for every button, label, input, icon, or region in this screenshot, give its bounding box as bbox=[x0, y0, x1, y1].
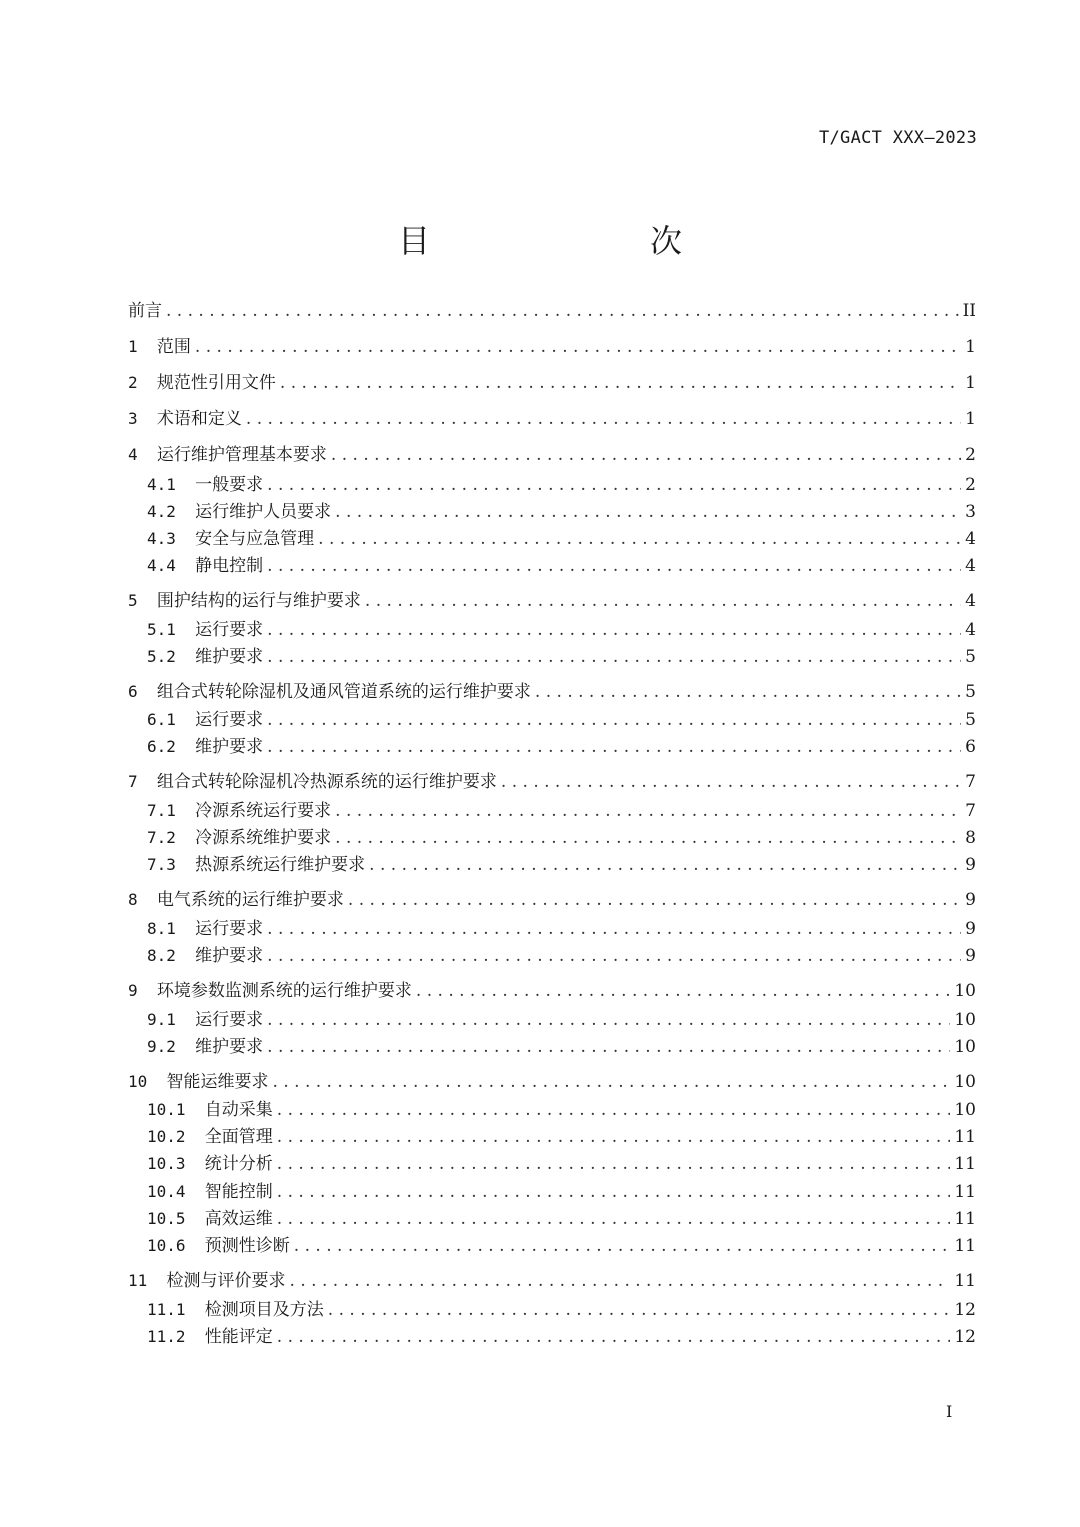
toc-entry-label: 智能控制 bbox=[204, 1182, 273, 1202]
dot-leader bbox=[331, 442, 961, 468]
toc-entry-number: 4.2 bbox=[147, 502, 196, 521]
toc-subentry[interactable] bbox=[147, 1097, 976, 1123]
toc-subentry[interactable] bbox=[147, 1324, 976, 1350]
toc-entry-label: 智能运维要求 bbox=[166, 1072, 269, 1092]
toc-entry-page: 2 bbox=[965, 475, 976, 495]
toc-entry-page: 9 bbox=[965, 946, 976, 966]
toc-entry-page: 2 bbox=[965, 445, 976, 465]
toc-entry-page: 4 bbox=[965, 591, 976, 611]
toc-entry-label: 维护要求 bbox=[195, 1037, 264, 1057]
toc-subentry[interactable] bbox=[147, 499, 976, 525]
toc-entry-label: 运行要求 bbox=[195, 919, 264, 939]
toc-entry-page: 1 bbox=[965, 373, 976, 393]
toc-entry[interactable] bbox=[128, 588, 976, 614]
toc-subentry[interactable] bbox=[147, 1007, 976, 1033]
page-title: 目 次 bbox=[397, 222, 734, 260]
toc-subentry[interactable] bbox=[147, 1034, 976, 1060]
toc-entry-number: 8.1 bbox=[147, 919, 196, 938]
toc-entry-label: 规范性引用文件 bbox=[156, 373, 276, 393]
dot-leader bbox=[267, 1034, 950, 1060]
toc-entry-label: 前言 bbox=[128, 301, 162, 321]
toc-entry-label: 电气系统的运行维护要求 bbox=[156, 890, 344, 910]
toc-entry-label: 高效运维 bbox=[204, 1209, 273, 1229]
toc-entry-label: 性能评定 bbox=[204, 1327, 273, 1347]
toc-subentry[interactable] bbox=[147, 1233, 976, 1259]
toc-entry-label: 运行要求 bbox=[195, 710, 264, 730]
toc-entry-label: 冷源系统维护要求 bbox=[195, 828, 332, 848]
toc-entry[interactable] bbox=[128, 769, 976, 795]
dot-leader bbox=[365, 588, 961, 614]
dot-leader bbox=[267, 472, 961, 498]
toc-subentry[interactable] bbox=[147, 472, 976, 498]
document-code: T/GACT XXX—2023 bbox=[818, 128, 977, 148]
toc-entry-page: 11 bbox=[954, 1271, 976, 1291]
dot-leader bbox=[267, 644, 961, 670]
toc-entry-number: 4.4 bbox=[147, 556, 196, 575]
toc-entry-page: 5 bbox=[965, 682, 976, 702]
dot-leader bbox=[195, 334, 961, 360]
toc-subentry[interactable] bbox=[147, 526, 976, 552]
toc-entry-number: 5 bbox=[128, 591, 157, 610]
toc-entry-number: 4.3 bbox=[147, 529, 196, 548]
toc-entry-number: 6.1 bbox=[147, 710, 196, 729]
toc-entry-label: 组合式转轮除湿机及通风管道系统的运行维护要求 bbox=[156, 682, 531, 702]
toc-entry-label: 热源系统运行维护要求 bbox=[195, 855, 366, 875]
dot-leader bbox=[290, 1268, 951, 1294]
toc-entry-label: 冷源系统运行要求 bbox=[195, 801, 332, 821]
toc-entry[interactable] bbox=[128, 679, 976, 705]
dot-leader bbox=[348, 887, 961, 913]
toc-subentry[interactable] bbox=[147, 1151, 976, 1177]
dot-leader bbox=[267, 734, 961, 760]
toc-entry-page: 12 bbox=[954, 1300, 976, 1320]
toc-entry-page: 4 bbox=[965, 529, 976, 549]
dot-leader bbox=[273, 1069, 951, 1095]
toc-entry-number: 1 bbox=[128, 337, 157, 356]
toc-entry-label: 维护要求 bbox=[195, 737, 264, 757]
toc-entry-number: 10.2 bbox=[147, 1127, 205, 1146]
dot-leader bbox=[277, 1124, 951, 1150]
dot-leader bbox=[535, 679, 961, 705]
toc-entry-page: 10 bbox=[954, 981, 976, 1001]
toc-entry-page: 5 bbox=[965, 710, 976, 730]
toc-entry-number: 11.1 bbox=[147, 1300, 205, 1319]
toc-entry-label: 检测项目及方法 bbox=[204, 1300, 324, 1320]
toc-entry-label: 维护要求 bbox=[195, 946, 264, 966]
dot-leader bbox=[267, 916, 961, 942]
toc-entry-number: 10 bbox=[128, 1072, 167, 1091]
toc-entry-label: 预测性诊断 bbox=[204, 1236, 290, 1256]
toc-entry-page: 1 bbox=[965, 409, 976, 429]
toc-entry-page: 10 bbox=[954, 1100, 976, 1120]
toc-entry-page: 9 bbox=[965, 855, 976, 875]
toc-entry-number: 7.3 bbox=[147, 855, 196, 874]
page-number: I bbox=[946, 1402, 953, 1421]
toc-subentry[interactable] bbox=[147, 553, 976, 579]
toc-entry-label: 术语和定义 bbox=[156, 409, 242, 429]
toc-entry-page: 12 bbox=[954, 1327, 976, 1347]
toc-entry-label: 运行要求 bbox=[195, 1010, 264, 1030]
toc-entry-number: 11.2 bbox=[147, 1327, 205, 1346]
toc-entry-number: 11 bbox=[128, 1271, 167, 1290]
toc-entry[interactable] bbox=[128, 978, 976, 1004]
toc-entry[interactable] bbox=[128, 334, 976, 360]
dot-leader bbox=[277, 1179, 951, 1205]
toc-subentry[interactable] bbox=[147, 825, 976, 851]
toc-entry-page: 11 bbox=[954, 1127, 976, 1147]
dot-leader bbox=[267, 617, 961, 643]
toc-entry-page: 5 bbox=[965, 647, 976, 667]
toc-entry-label: 静电控制 bbox=[195, 556, 264, 576]
toc-entry-number: 10.1 bbox=[147, 1100, 205, 1119]
toc-entry[interactable] bbox=[128, 1268, 976, 1294]
dot-leader bbox=[277, 1097, 951, 1123]
toc-entry-page: 7 bbox=[965, 772, 976, 792]
toc-entry-label: 检测与评价要求 bbox=[166, 1271, 286, 1291]
toc-entry-number: 5.2 bbox=[147, 647, 196, 666]
dot-leader bbox=[318, 526, 961, 552]
toc-entry-page: 1 bbox=[965, 337, 976, 357]
toc-entry-page: II bbox=[962, 301, 976, 321]
toc-entry-number: 9.1 bbox=[147, 1010, 196, 1029]
toc-entry-number: 6 bbox=[128, 682, 157, 701]
toc-entry-label: 运行维护人员要求 bbox=[195, 502, 332, 522]
toc-entry-label: 全面管理 bbox=[204, 1127, 273, 1147]
toc-entry-number: 7.1 bbox=[147, 801, 196, 820]
toc-entry[interactable] bbox=[128, 298, 976, 324]
toc-entry-page: 9 bbox=[965, 919, 976, 939]
toc-subentry[interactable] bbox=[147, 644, 976, 670]
dot-leader bbox=[335, 499, 961, 525]
toc-entry-label: 组合式转轮除湿机冷热源系统的运行维护要求 bbox=[156, 772, 497, 792]
dot-leader bbox=[328, 1297, 951, 1323]
toc-entry[interactable] bbox=[128, 1069, 976, 1095]
toc-subentry[interactable] bbox=[147, 734, 976, 760]
toc-entry[interactable] bbox=[128, 406, 976, 432]
toc-entry-page: 4 bbox=[965, 620, 976, 640]
toc-entry-label: 自动采集 bbox=[204, 1100, 273, 1120]
dot-leader bbox=[335, 798, 961, 824]
toc-entry-number: 7 bbox=[128, 772, 157, 791]
dot-leader bbox=[267, 1007, 950, 1033]
toc-subentry[interactable] bbox=[147, 798, 976, 824]
toc-entry[interactable] bbox=[128, 887, 976, 913]
dot-leader bbox=[335, 825, 961, 851]
dot-leader bbox=[277, 1151, 951, 1177]
dot-leader bbox=[294, 1233, 951, 1259]
toc-entry-number: 7.2 bbox=[147, 828, 196, 847]
toc-subentry[interactable] bbox=[147, 707, 976, 733]
toc-entry-page: 9 bbox=[965, 890, 976, 910]
toc-entry-label: 维护要求 bbox=[195, 647, 264, 667]
toc-entry-number: 10.3 bbox=[147, 1154, 205, 1173]
toc-entry-label: 运行要求 bbox=[195, 620, 264, 640]
toc-subentry[interactable] bbox=[147, 617, 976, 643]
dot-leader bbox=[369, 852, 961, 878]
toc-subentry[interactable] bbox=[147, 1124, 976, 1150]
toc-entry-page: 11 bbox=[954, 1236, 976, 1256]
toc-entry-page: 10 bbox=[954, 1037, 976, 1057]
toc-entry-number: 5.1 bbox=[147, 620, 196, 639]
dot-leader bbox=[280, 370, 961, 396]
toc-entry-page: 10 bbox=[954, 1072, 976, 1092]
toc-entry-number: 9 bbox=[128, 981, 157, 1000]
toc-entry-page: 11 bbox=[954, 1209, 976, 1229]
toc-entry[interactable] bbox=[128, 370, 976, 396]
dot-leader bbox=[267, 707, 961, 733]
toc-entry-number: 9.2 bbox=[147, 1037, 196, 1056]
toc-entry-number: 2 bbox=[128, 373, 157, 392]
toc-entry-label: 范围 bbox=[156, 337, 191, 357]
toc-subentry[interactable] bbox=[147, 852, 976, 878]
toc-entry-page: 6 bbox=[965, 737, 976, 757]
toc-entry-label: 安全与应急管理 bbox=[195, 529, 315, 549]
toc-subentry[interactable] bbox=[147, 943, 976, 969]
toc-subentry[interactable] bbox=[147, 1297, 976, 1323]
toc-entry-number: 10.4 bbox=[147, 1182, 205, 1201]
toc-subentry[interactable] bbox=[147, 1179, 976, 1205]
toc-entry-page: 11 bbox=[954, 1154, 976, 1174]
dot-leader bbox=[246, 406, 961, 432]
toc-entry-page: 4 bbox=[965, 556, 976, 576]
toc-entry-label: 运行维护管理基本要求 bbox=[156, 445, 327, 465]
toc-entry-number: 4 bbox=[128, 445, 157, 464]
dot-leader bbox=[277, 1324, 951, 1350]
dot-leader bbox=[501, 769, 961, 795]
toc-entry-page: 11 bbox=[954, 1182, 976, 1202]
toc-subentry[interactable] bbox=[147, 916, 976, 942]
dot-leader bbox=[277, 1206, 951, 1232]
toc-entry[interactable] bbox=[128, 442, 976, 468]
toc-entry-label: 环境参数监测系统的运行维护要求 bbox=[156, 981, 412, 1001]
toc-entry-page: 8 bbox=[965, 828, 976, 848]
toc-subentry[interactable] bbox=[147, 1206, 976, 1232]
toc-entry-number: 10.5 bbox=[147, 1209, 205, 1228]
dot-leader bbox=[416, 978, 950, 1004]
toc-entry-number: 3 bbox=[128, 409, 157, 428]
toc-entry-page: 10 bbox=[954, 1010, 976, 1030]
toc-entry-page: 7 bbox=[965, 801, 976, 821]
toc-entry-number: 10.6 bbox=[147, 1236, 205, 1255]
dot-leader bbox=[267, 553, 961, 579]
toc-entry-number: 6.2 bbox=[147, 737, 196, 756]
dot-leader bbox=[166, 298, 959, 324]
toc-entry-number: 4.1 bbox=[147, 475, 196, 494]
toc-entry-label: 一般要求 bbox=[195, 475, 264, 495]
toc-entry-label: 围护结构的运行与维护要求 bbox=[156, 591, 361, 611]
toc-entry-number: 8.2 bbox=[147, 946, 196, 965]
dot-leader bbox=[267, 943, 961, 969]
toc-entry-number: 8 bbox=[128, 890, 157, 909]
toc-entry-label: 统计分析 bbox=[204, 1154, 273, 1174]
toc-entry-page: 3 bbox=[965, 502, 976, 522]
